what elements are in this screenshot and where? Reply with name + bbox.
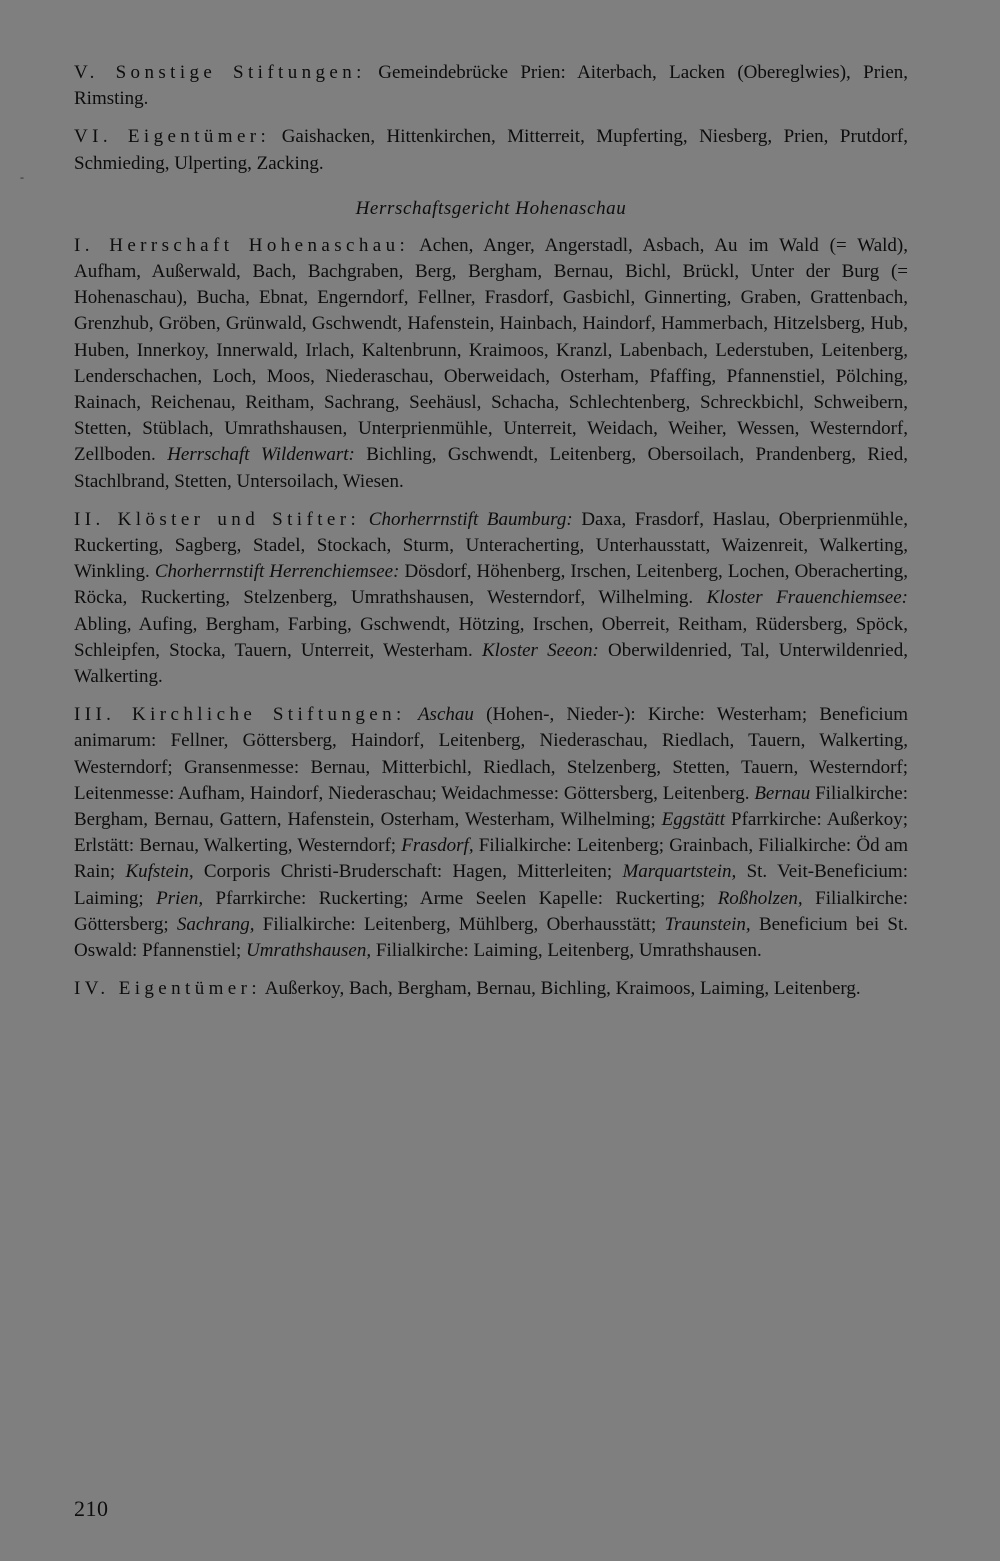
entry-text: Pfarrkirche: Ruckerting; Arme Seelen Kapelle: Ruckerting; [203, 887, 718, 909]
entry-text: Filialkirche: Leitenberg; Grainbach, Filialkirche: Öd am Rain; [74, 835, 908, 883]
entry-subheading: Traunstein, [664, 913, 751, 935]
entry-subheading: Sachrang, [176, 913, 255, 935]
entry-text: Dösdorf, Höhenberg, Irschen, Leitenberg, Lochen, Oberacherting, Röcka, Ruckerting, Stelzenberg, Umrathshausen, Westerndorf, Wilhelming. [74, 561, 909, 609]
entry-text: Abling, Aufing, Bergham, Farbing, Gschwendt, Hötzing, Irschen, Oberreit, Reitham, Rüdersberg, Spöck, Schleipfen, Stocka, Tauern, Unterreit, Westerham. [74, 613, 908, 661]
entry-subheading: Kufstein, [125, 861, 194, 883]
entry-text: Außerkoy, Bach, Bergham, Bernau, Bichling, Kraimoos, Laiming, Leitenberg. [261, 978, 861, 1000]
entry-text: Gemeindebrücke Prien: Aiterbach, Lacken (Obereglwies), Prien, Rimsting. [74, 62, 908, 110]
entry-text: Pfarrkirche: Außerkoy; Erlstätt: Bernau, Walkerting, Westerndorf; [74, 809, 908, 857]
entry-label: IV. Eigentümer: [74, 978, 262, 1000]
entry-subheading: Frasdorf, [401, 835, 474, 857]
entry-sonstige-stiftungen [74, 60, 908, 112]
entry-text: Corporis Christi-Bruderschaft: Hagen, Mitterleiten; [193, 861, 623, 883]
entry-subheading: Eggstätt [661, 809, 725, 831]
entry-subheading: Umrathshausen, [246, 940, 372, 962]
entry-text: St. Veit-Beneficium: Laiming; [74, 861, 908, 909]
entry-text: Beneficium bei St. Oswald: Pfannenstiel; [74, 913, 908, 962]
entry-text: Daxa, Frasdorf, Haslau, Oberprienmühle, Ruckerting, Sagberg, Stadel, Stockach, Sturm, Unteracherting, Unterhausstatt, Waizenreit, Walkerting, Winkling. [74, 508, 908, 583]
entry-text: Filialkirche: Bergham, Bernau, Gattern, Hafenstein, Osterham, Westerham, Wilhelming; [74, 782, 908, 831]
entry-eigentuemer-hohenaschau [74, 976, 908, 1002]
section-heading: Herrschaftsgericht Hohenaschau [355, 197, 627, 219]
entry-herrschaft-hohenaschau [74, 233, 908, 495]
entry-text: Oberwildenried, Tal, Unterwildenried, Walkerting. [74, 639, 908, 688]
entry-eigentuemer-prien [74, 124, 908, 176]
margin-mark: - [20, 170, 24, 184]
entry-text: Gaishacken, Hittenkirchen, Mitterreit, Mupferting, Niesberg, Prien, Prutdorf, Schmieding, Ulperting, Zacking. [74, 126, 908, 174]
entry-subheading: Roßholzen, [717, 887, 803, 909]
entry-subheading: Kloster Frauenchiemsee: [706, 587, 908, 609]
entry-text: Filialkirche: Leitenberg, Mühlberg, Oberhausstätt; [254, 913, 665, 935]
entry-label: III. Kirchliche Stiftungen: [74, 704, 406, 726]
entry-subheading: Prien, [156, 887, 204, 909]
entry-subheading: Herrschaft Wildenwart: [167, 444, 355, 466]
entry-label: VI. Eigentümer: [74, 126, 271, 148]
entry-text: Bichling, Gschwendt, Leitenberg, Obersoilach, Prandenberg, Ried, Stachlbrand, Stetten, Untersoilach, Wiesen. [74, 444, 908, 492]
page-body [74, 60, 908, 1015]
entry-text: Filialkirche: Laiming, Leitenberg, Umrathshausen. [371, 940, 762, 962]
entry-label: I. Herrschaft Hohenaschau: [74, 234, 410, 256]
entry-subheading: Marquartstein, [622, 861, 737, 883]
entry-label: V. Sonstige Stiftungen: [74, 62, 366, 83]
entry-text: (Hohen-, Nieder-): Kirche: Westerham; Beneficium animarum: Fellner, Göttersberg, Haindorf, Leitenberg, Niederaschau, Riedlach, Tauern, Walkerting, Westerndorf; Gransenmesse: Bernau, Mitterbichl, Riedlach, Stelzenberg, Stetten, Tauern, Westerndorf; Leitenmesse: Aufham, Haindorf, Niederaschau; Weidachmesse: Göttersberg, Leitenberg. [74, 704, 908, 804]
entry-kirchliche-stiftungen [74, 702, 908, 964]
entry-kloester-und-stifter [74, 507, 908, 690]
page-number: 210 [74, 1496, 109, 1521]
entry-text [406, 704, 418, 725]
entry-label: II. Klöster und Stifter: [74, 508, 361, 530]
entry-subheading: Kloster Seeon: [481, 639, 599, 661]
entry-subheading: Bernau [754, 782, 811, 804]
entry-subheading: Aschau [417, 704, 474, 726]
entry-subheading: Chorherrnstift Herrenchiemsee: [154, 561, 400, 583]
entry-subheading: Chorherrnstift Baumburg: [368, 508, 573, 530]
entry-text: Achen, Anger, Angerstadl, Asbach, Au im Wald (= Wald), Aufham, Außerwald, Bach, Bachgraben, Berg, Bergham, Bernau, Bichl, Brückl, Unter der Burg (= Hohenaschau), Bucha, Ebnat, Engerndorf, Fellner, Frasdorf, Gasbichl, Ginnerting, Graben, Grattenbach, Grenzhub, Gröben, Grünwald, Gschwendt, Hafenstein, Hainbach, Haindorf, Hammerbach, Hitzelsberg, Hub, Huben, Innerkoy, Innerwald, Irlach, Kaltenbrunn, Kraimoos, Kranzl, Labenbach, Lederstuben, Leitenberg, Lenderschachen, Loch, Moos, Niederaschau, Oberweidach, Osterham, Pfaffing, Pfannenstiel, Pölching, Rainach, Reichenau, Reitham, Sachrang, Seehäusl, Schacha, Schlechtenberg, Schreckbichl, Schweibern, Stetten, Stüblach, Umrathshausen, Unterprienmühle, Unterreit, Weidach, Weiher, Wessen, Westerndorf, Zellboden. [74, 234, 909, 466]
entry-text: Filialkirche: Göttersberg; [74, 887, 909, 935]
